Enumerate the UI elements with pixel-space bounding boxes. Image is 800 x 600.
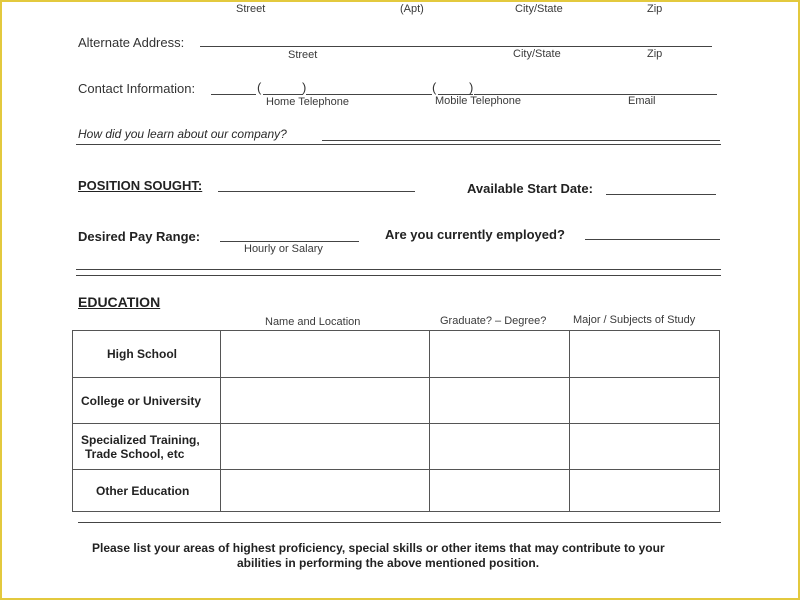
row-label-line1: Other Education [96,483,190,498]
row-label-line1: Specialized Training, [81,432,200,447]
row-label-line1: College or University [81,393,202,408]
mobile-area-open-paren: ( [432,80,437,95]
mobile-telephone-caption: Mobile Telephone [435,95,522,107]
contact-information-label: Contact Information: [78,81,196,96]
hourly-or-salary-caption: Hourly or Salary [244,243,323,255]
alt-street-caption: Street [288,49,318,61]
how-learn-question: How did you learn about our company? [78,127,287,141]
email-caption: Email [628,95,656,107]
top-street-caption: Street [236,3,266,15]
row-label-line2: Trade School, etc [85,446,185,461]
home-telephone-caption: Home Telephone [266,96,349,108]
home-area-close-paren: ) [302,80,307,95]
desired-pay-range-label: Desired Pay Range: [78,229,201,244]
instructions-line-2: abilities in performing the above mentioned position. [237,556,540,570]
education-col-major-subjects: Major / Subjects of Study [573,314,696,326]
alternate-address-label: Alternate Address: [78,35,185,50]
row-label-line1: High School [107,347,177,361]
home-area-open-paren: ( [257,80,262,95]
education-heading: EDUCATION [78,294,161,310]
education-col-name-location: Name and Location [265,316,361,328]
alt-zip-caption: Zip [647,48,663,60]
top-zip-caption: Zip [647,3,663,15]
instructions-line-1: Please list your areas of highest proficiency, special skills or other items that may contribute to your [92,541,665,555]
education-col-graduate-degree: Graduate? – Degree? [440,315,547,327]
alt-city-state-caption: City/State [513,48,561,60]
top-apt-caption: (Apt) [400,3,424,15]
top-city-state-caption: City/State [515,3,563,15]
available-start-date-label: Available Start Date: [467,181,593,196]
position-sought-label: POSITION SOUGHT: [78,178,203,193]
currently-employed-label: Are you currently employed? [385,227,565,242]
mobile-area-close-paren: ) [469,80,474,95]
